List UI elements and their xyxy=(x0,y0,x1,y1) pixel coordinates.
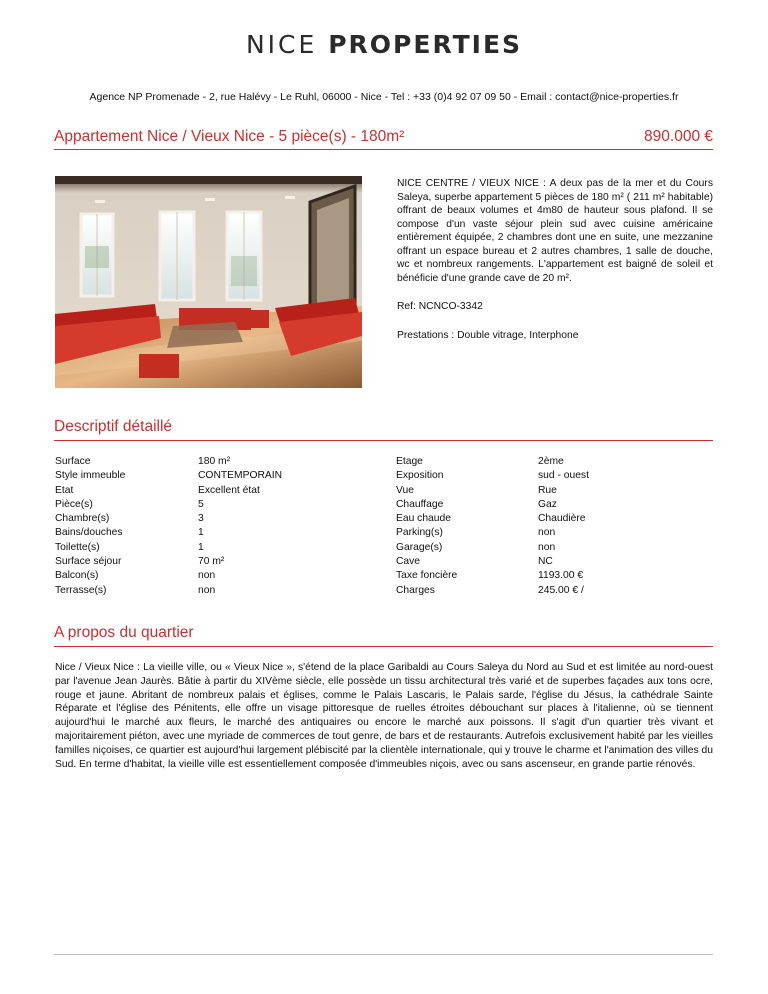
spec-label: Vue xyxy=(396,484,414,496)
spec-value: Chaudière xyxy=(538,513,586,525)
spec-value: 2ème xyxy=(538,456,564,467)
spec-value: non xyxy=(198,584,216,596)
spec-value: 5 xyxy=(198,498,204,510)
spec-value: sud - ouest xyxy=(538,470,589,482)
spec-label: Toilette(s) xyxy=(55,541,100,553)
quartier-heading: A propos du quartier xyxy=(54,624,713,647)
listing-description: NICE CENTRE / VIEUX NICE : A deux pas de la mer et du Cours Saleya, superbe appartement 5 pièces de 180 m² ( 211 m² habitable) offrant de beaux volumes et 4m80 de hauteur sous plafond. Il se compose d'un vaste séjour plein sud avec cuisine américaine entièrement équipée, 2 chambres dont une en suite, une mezzanine offrant un espace bureau et 2 autres chambres, 1 salle de douche, wc et nombreux rangements. L'appartement est baigné de soleil et bénéficie d'une grande cave de 20 m². xyxy=(397,178,713,284)
spec-label: Pièce(s) xyxy=(55,498,93,510)
spec-label: Chambre(s) xyxy=(55,513,110,525)
spec-label: Taxe foncière xyxy=(396,570,458,582)
spec-label: Eau chaude xyxy=(396,513,451,525)
spec-label: Cave xyxy=(396,556,421,568)
spec-value: 1 xyxy=(198,527,204,539)
living-room-image xyxy=(55,176,362,388)
spec-value: non xyxy=(198,570,216,582)
spec-label: Charges xyxy=(396,584,435,596)
spec-label: Parking(s) xyxy=(396,527,443,539)
details-right-labels xyxy=(396,455,457,598)
spec-value: Rue xyxy=(538,484,557,496)
spec-value: non xyxy=(538,541,556,553)
spec-value: NC xyxy=(538,556,553,568)
spec-value: Gaz xyxy=(538,498,557,510)
brand-logo xyxy=(0,30,768,59)
spec-label: Etage xyxy=(396,456,423,467)
logo-word-nice: NICE xyxy=(245,30,329,59)
spec-label: Etat xyxy=(55,484,74,496)
spec-value: 1193.00 € xyxy=(538,570,584,582)
spec-label: Balcon(s) xyxy=(55,570,99,582)
spec-value: 3 xyxy=(198,513,204,525)
details-left-labels xyxy=(55,455,125,598)
details-right-values xyxy=(538,455,589,598)
spec-label: Style immeuble xyxy=(55,470,126,482)
spec-label: Exposition xyxy=(396,470,444,482)
details-heading: Descriptif détaillé xyxy=(54,418,713,441)
spec-label: Chauffage xyxy=(396,498,444,510)
footer-divider xyxy=(54,954,713,955)
spec-label: Surface séjour xyxy=(55,556,122,568)
spec-value: 1 xyxy=(198,541,204,553)
listing-summary xyxy=(397,177,713,342)
spec-value: Excellent état xyxy=(198,484,260,496)
spec-label: Surface xyxy=(55,456,91,467)
spec-value: 180 m² xyxy=(198,456,231,467)
agency-contact-line: Agence NP Promenade - 2, rue Halévy - Le Ruhl, 06000 - Nice - Tel : +33 (0)4 92 07 09 50 - Email : contact@nice-properties.fr xyxy=(89,91,679,103)
logo-word-properties: PROPERTIES xyxy=(328,30,523,59)
property-photo xyxy=(55,176,362,388)
spec-label: Terrasse(s) xyxy=(55,584,107,596)
listing-price: 890.000 € xyxy=(644,128,713,145)
spec-value: 245.00 € / xyxy=(538,584,584,596)
details-left-values xyxy=(198,455,282,598)
spec-value: 70 m² xyxy=(198,556,225,568)
listing-title: Appartement Nice / Vieux Nice - 5 pièce(s) - 180m² xyxy=(54,128,405,145)
quartier-description: Nice / Vieux Nice : La vieille ville, ou « Vieux Nice », s'étend de la place Garibaldi au Cours Saleya du Nord au Sud et est limitée au nord-ouest par l'avenue Jean Jaurès. Bâtie à partir du XIVème siècle, elle possède un tissu architectural très varié et de superbes façades aux tons ocre, rouge et jaune. Abritant de nombreux palais et églises, comme le Palais Lascaris, le Palais sarde, l'église du Jésus, la cathédrale Sainte Réparate et l'église des Pénitents, elle offre un visage pittoresque de ruelles étroites débouchant sur places à l'italienne, où se tiennent aujourd'hui le marché aux fleurs, le marché des antiquaires ou encore le marché aux poissons. Il s'agit d'un quartier très vivant et majoritairement piéton, avec une myriade de commerces de tout genre, de bars et de restaurants. Autrefois exclusivement habité par les vieilles familles niçoises, ce quartier est aujourd'hui largement plébiscité par la clientèle internationale, qui y trouve le charme et l'animation des villes du Sud. En terme d'habitat, la vieille ville est essentiellement composée d'immeubles niçois, avec ou sans ascenseur, en grande partie rénovés. xyxy=(55,662,713,770)
spec-label: Garage(s) xyxy=(396,541,443,553)
spec-label: Bains/douches xyxy=(55,527,123,539)
listing-prestations: Prestations : Double vitrage, Interphone xyxy=(397,329,579,341)
spec-value: CONTEMPORAIN xyxy=(198,470,283,482)
spec-value: non xyxy=(538,527,556,539)
listing-title-bar xyxy=(54,126,713,150)
listing-reference: Ref: NCNCO-3342 xyxy=(397,301,483,312)
